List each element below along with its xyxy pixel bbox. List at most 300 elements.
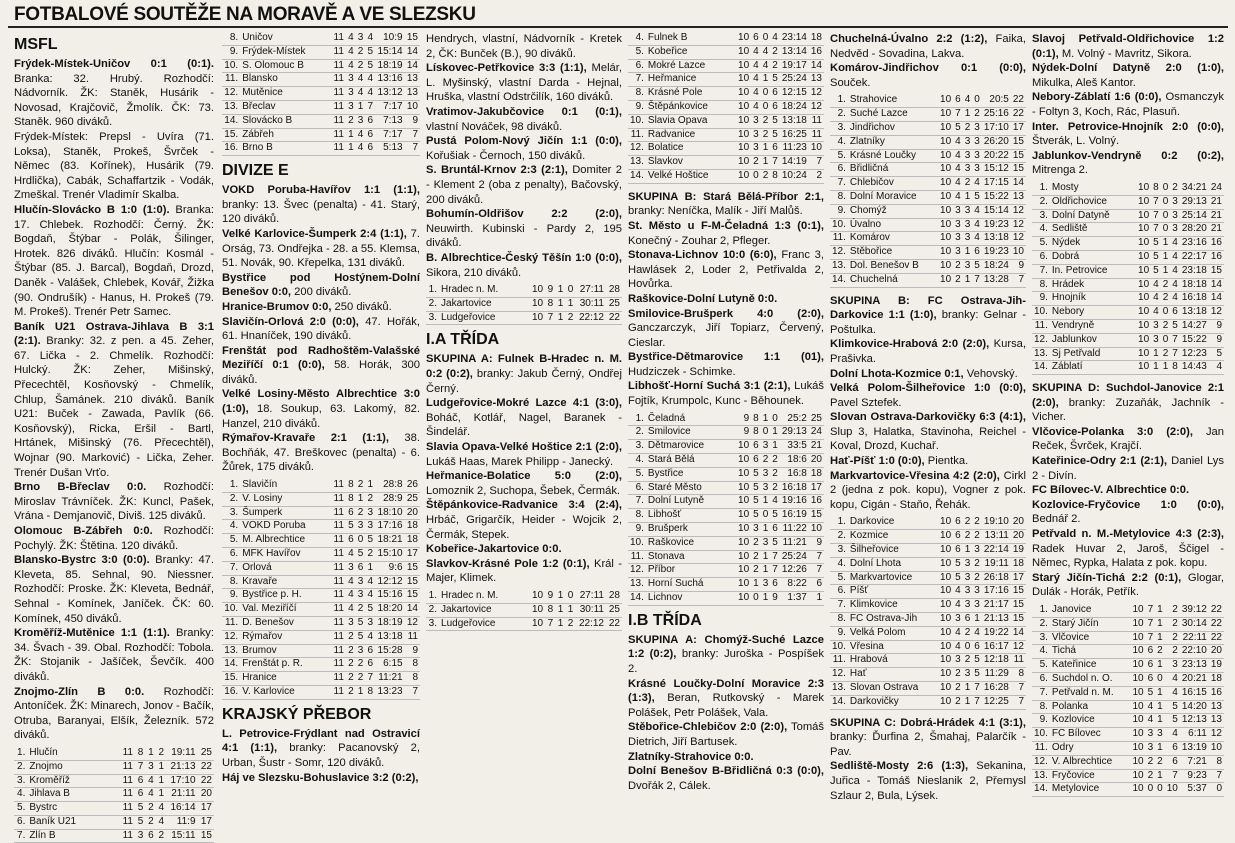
table-cell: 18:19 [375, 59, 405, 73]
standings-table-ib-c [1032, 182, 1224, 375]
match-report: Dolní Lhota-Kozmice 0:1, Vehovský. [830, 367, 1018, 380]
team-name: Zlatníky [848, 135, 938, 149]
match-report: Brno B-Břeclav 0:0. Rozhodčí: Miroslav Trávníček. ŽK: Kuncl, Pašek, Vrána - Demjanovič, Diviš. 125 diváků. [14, 481, 214, 523]
table-cell: 10 [736, 169, 751, 183]
match-reports [628, 190, 824, 409]
table-cell: 6 [972, 246, 982, 260]
table-cell: 7 [1151, 195, 1161, 209]
team-name: Stěbořice [848, 246, 938, 260]
table-row [426, 311, 622, 325]
match-report: Inter. Petrovice-Hnojník 2:0 (0:0), Štverák, L. Volný. [1032, 120, 1224, 148]
table-row [222, 87, 420, 101]
match-reports [830, 716, 1026, 804]
table-cell: 11 [119, 815, 135, 829]
table-cell: 2 [761, 114, 771, 128]
match-reports [222, 727, 420, 785]
table-cell: 39:12 [1180, 604, 1209, 617]
table-row [1032, 319, 1224, 333]
table-cell: 3 [1151, 333, 1161, 347]
table-cell: 3 [135, 829, 145, 843]
table-cell: 1 [963, 544, 973, 558]
table-cell: 1 [1155, 604, 1165, 617]
table-cell: 5:37 [1180, 783, 1209, 797]
table-cell: 3 [1170, 209, 1180, 223]
table-cell: 30:11 [575, 297, 606, 311]
table-row [830, 149, 1026, 163]
table-cell: 13:18 [375, 630, 405, 644]
table-cell: 4 [356, 73, 366, 87]
team-name: Krásné Loučky [848, 149, 938, 163]
match-report: B. Albrechtice-Český Těšín 1:0 (0:0), Sikora, 210 diváků. [426, 251, 622, 279]
table-cell: 8 [1151, 182, 1161, 195]
table-cell: 12. [628, 564, 646, 578]
table-cell: 10 [1130, 714, 1145, 728]
match-report: Slavičín-Orlová 2:0 (0:0), 47. Hořák, 61. Hnaníček, 190 diváků. [222, 315, 420, 343]
table-cell: 5 [953, 557, 963, 571]
table-cell: 10 [1130, 741, 1145, 755]
table-cell: 10 [1130, 783, 1145, 797]
table-row [426, 297, 622, 311]
match-report: Smilovice-Brušperk 4:0 (2:0), Ganczarczyk, Jiří Topiarz, Červený, Cieslar. [628, 307, 824, 349]
table-row [830, 163, 1026, 177]
table-cell: 10. [222, 59, 240, 73]
table-cell: 4 [1170, 250, 1180, 264]
table-row [1032, 278, 1224, 292]
table-cell: 18:6 [780, 454, 809, 468]
team-name: Stará Bělá [646, 454, 736, 468]
team-name: Čeladná [646, 413, 736, 426]
table-row [1032, 700, 1224, 714]
table-cell: 10 [736, 156, 751, 170]
table-cell: 0 [963, 640, 973, 654]
table-cell: 1 [356, 100, 366, 114]
table-cell: 1 [555, 590, 565, 603]
table-cell: 1 [761, 413, 771, 426]
table-cell: 21:11 [166, 788, 197, 802]
table-row [628, 481, 824, 495]
table-cell: 10 [1165, 783, 1180, 797]
table-row [426, 590, 622, 603]
table-row [628, 169, 824, 183]
table-cell: 4. [14, 788, 27, 802]
table-cell: 10 [736, 481, 751, 495]
table-cell: 15 [1011, 163, 1026, 177]
table-cell: 7. [628, 73, 646, 87]
table-row [1032, 714, 1224, 728]
table-cell: 10. [830, 640, 848, 654]
table-cell: 16 [809, 45, 824, 59]
table-cell: 1 [1155, 714, 1165, 728]
match-report: Bohumín-Oldřišov 2:2 (2:0), Neuwirth. Kubinski - Pardy 2, 195 diváků. [426, 208, 622, 250]
table-cell: 6. [830, 585, 848, 599]
table-row [1032, 617, 1224, 631]
table-cell: 10 [938, 273, 953, 287]
table-cell: 0 [1161, 333, 1171, 347]
team-name: Velké Hoštice [646, 169, 736, 183]
table-cell: 5. [14, 802, 27, 816]
table-cell: 1 [770, 440, 780, 454]
team-name: V. Karlovice [240, 686, 331, 700]
table-cell: 6 [770, 87, 780, 101]
table-row [14, 747, 214, 760]
table-row [628, 59, 824, 73]
table-row [628, 45, 824, 59]
team-name: Píšť [848, 585, 938, 599]
match-report: Dolní Benešov B-Břidličná 0:3 (0:0), Dvořák 2, Cálek. [628, 765, 824, 792]
table-cell: 5:13 [375, 142, 405, 156]
table-cell: 19 [1011, 544, 1026, 558]
table-cell: 13. [628, 578, 646, 592]
table-cell: 2 [1155, 645, 1165, 659]
table-cell: 25:24 [780, 550, 809, 564]
table-cell: 14 [405, 45, 420, 59]
table-cell: 12 [1209, 306, 1224, 320]
match-reports [830, 294, 1026, 513]
table-cell: 7 [1151, 223, 1161, 237]
table-cell: 6 [972, 640, 982, 654]
table-cell: 21 [1209, 209, 1224, 223]
table-cell: 17:10 [982, 121, 1011, 135]
table-cell: 5 [1209, 347, 1224, 361]
table-cell: 6 [953, 516, 963, 529]
table-cell: 2 [1165, 631, 1180, 645]
column-ia-b [628, 32, 824, 816]
table-cell: 20 [405, 506, 420, 520]
table-cell: 6 [1165, 741, 1180, 755]
table-cell: 4 [145, 774, 155, 788]
table-cell: 10 [736, 454, 751, 468]
table-cell: 16:18 [1180, 292, 1209, 306]
table-cell: 6. [628, 481, 646, 495]
table-cell: 11 [331, 686, 346, 700]
team-name: Raškovice [646, 536, 736, 550]
table-cell: 10. [830, 218, 848, 232]
match-report: Pustá Polom-Nový Jičín 1:1 (0:0), Kořušiak - Černoch, 150 diváků. [426, 135, 622, 162]
table-cell: 3. [830, 121, 848, 135]
table-cell: 6 [770, 142, 780, 156]
team-name: Mokré Lazce [646, 59, 736, 73]
table-cell: 2 [953, 695, 963, 709]
table-cell: 3 [963, 149, 973, 163]
table-cell: 3 [953, 654, 963, 668]
table-cell: 19 [1209, 659, 1224, 673]
table-cell: 7 [770, 550, 780, 564]
team-name: Hrádek [1050, 278, 1136, 292]
table-cell: 3 [953, 218, 963, 232]
table-cell: 10 [736, 100, 751, 114]
table-cell: 8. [1032, 700, 1050, 714]
table-cell: 10 [529, 311, 545, 325]
table-cell: 18 [1209, 672, 1224, 686]
table-cell: 7 [1146, 604, 1156, 617]
table-cell: 9. [1032, 714, 1050, 728]
table-cell: 4 [1151, 278, 1161, 292]
table-cell: 22 [1209, 631, 1224, 645]
table-cell: 22 [1011, 108, 1026, 122]
table-cell: 9 [770, 592, 780, 606]
table-cell: 1 [1155, 631, 1165, 645]
table-cell: 6 [963, 613, 973, 627]
table-cell: 7 [405, 128, 420, 142]
match-report: SKUPINA C: Dobrá-Hrádek 4:1 (3:1), branky: Ďurfina 2, Šmahaj, Palarčík - Pav. [830, 716, 1026, 758]
table-row [830, 530, 1026, 544]
table-cell: 8. [628, 87, 646, 101]
table-cell: 14:19 [780, 156, 809, 170]
table-cell: 25 [606, 603, 622, 617]
table-cell: 8 [405, 658, 420, 672]
table-cell: 1 [1155, 686, 1165, 700]
table-cell: 13. [1032, 347, 1050, 361]
table-cell: 0 [761, 426, 771, 440]
team-name: Brumov [240, 644, 331, 658]
table-cell: 17:16 [375, 520, 405, 534]
table-cell: 2 [1155, 755, 1165, 769]
table-cell: 7 [972, 695, 982, 709]
table-cell: 1. [628, 413, 646, 426]
team-name: Jakartovice [439, 603, 529, 617]
team-name: Baník U21 [27, 815, 119, 829]
table-cell: 5. [628, 467, 646, 481]
table-cell: 3 [365, 617, 375, 631]
table-cell: 4 [145, 788, 155, 802]
table-cell: 15:14 [982, 204, 1011, 218]
table-cell: 13 [405, 73, 420, 87]
match-report: Libhošť-Horní Suchá 3:1 (2:1), Lukáš Fojtík, Krumpolc, Kunc - Běhounek. [628, 380, 824, 408]
table-cell: 1 [346, 142, 356, 156]
table-row [1032, 783, 1224, 797]
table-cell: 5 [135, 815, 145, 829]
table-row [1032, 264, 1224, 278]
table-cell: 20:5 [982, 94, 1011, 107]
table-row [830, 218, 1026, 232]
table-cell: 10 [1130, 700, 1145, 714]
table-cell: 10 [938, 682, 953, 696]
table-cell: 8. [222, 575, 240, 589]
table-cell: 3 [145, 760, 155, 774]
table-row [222, 32, 420, 45]
table-row [830, 232, 1026, 246]
team-name: Dobrá [1050, 250, 1136, 264]
table-cell: 10 [736, 32, 751, 45]
table-cell: 1 [156, 788, 166, 802]
match-report: SKUPINA A: Chomýž-Suché Lazce 1:2 (0:2), branky: Juroška - Pospíšek 2. [628, 633, 824, 676]
team-name: Úvalno [848, 218, 938, 232]
table-cell: 30:14 [1180, 617, 1209, 631]
table-cell: 13:18 [1180, 306, 1209, 320]
table-cell: 15:11 [166, 829, 197, 843]
match-report: Hať-Píšť 1:0 (0:0), Pientka. [830, 455, 969, 468]
table-cell: 6 [365, 128, 375, 142]
table-cell: 7 [545, 617, 555, 631]
table-cell: 4 [1170, 278, 1180, 292]
table-cell: 2 [1146, 769, 1156, 783]
table-row [628, 32, 824, 45]
table-cell: 2 [972, 516, 982, 529]
table-cell: 1 [963, 190, 973, 204]
table-cell: 6. [1032, 250, 1050, 264]
table-cell: 2 [761, 169, 771, 183]
table-cell: 3 [346, 100, 356, 114]
table-cell: 11 [331, 73, 346, 87]
team-name: Markvartovice [848, 571, 938, 585]
table-cell: 8 [751, 413, 761, 426]
table-cell: 16. [222, 686, 240, 700]
table-cell: 15 [405, 589, 420, 603]
table-cell: 15:16 [375, 589, 405, 603]
table-cell: 1 [761, 592, 771, 606]
table-cell: 11 [119, 788, 135, 802]
match-report: SKUPINA B: FC Ostrava-Jih-Darkovice 1:1 (1:0), branky: Gelnar - Poštulka. [830, 294, 1026, 336]
table-cell: 6 [1146, 672, 1156, 686]
match-report: Vlčovice-Polanka 3:0 (2:0), Jan Reček, Švrček, Krajčí. [1032, 425, 1224, 453]
table-cell: 4 [770, 495, 780, 509]
table-cell: 2. [628, 426, 646, 440]
table-cell: 15 [198, 829, 214, 843]
table-cell: 11. [222, 73, 240, 87]
table-cell: 4 [953, 190, 963, 204]
team-name: Krásné Pole [646, 87, 736, 101]
table-cell: 10 [938, 204, 953, 218]
table-row [1032, 361, 1224, 375]
team-name: Chlebičov [848, 177, 938, 191]
team-name: Slovan Ostrava [848, 682, 938, 696]
table-cell: 1 [761, 495, 771, 509]
table-cell: 9. [830, 626, 848, 640]
table-cell: 15:12 [982, 163, 1011, 177]
match-report: Frýdek-Místek-Uničov 0:1 (0:1). Branka: 32. Hrubý. Rozhodčí: Nádvorník. ŽK: Staněk, Husárik - Novosad, Krajčovič, Žmolík. ČK: 73. Staněk. 960 diváků. [14, 58, 214, 129]
team-name: Jindřichov [848, 121, 938, 135]
table-cell: 0 [1161, 223, 1171, 237]
table-cell: 4 [751, 73, 761, 87]
table-cell: 2 [156, 747, 166, 760]
table-cell: 3 [751, 523, 761, 537]
team-name: MFK Havířov [240, 548, 331, 562]
table-cell: 7 [365, 672, 375, 686]
match-report: Hranice-Brumov 0:0, 250 diváků. [222, 300, 392, 313]
table-cell: 10 [938, 613, 953, 627]
table-cell: 6. [14, 815, 27, 829]
table-cell: 18:20 [375, 603, 405, 617]
team-name: Petřvald n. M. [1050, 686, 1131, 700]
table-cell: 2. [1032, 195, 1050, 209]
table-cell: 2 [972, 571, 982, 585]
table-cell: 4 [953, 599, 963, 613]
table-cell: 10 [529, 284, 545, 297]
table-cell: 9. [628, 523, 646, 537]
table-row [222, 479, 420, 492]
table-cell: 9. [628, 100, 646, 114]
table-cell: 6 [751, 454, 761, 468]
table-cell: 3 [1170, 195, 1180, 209]
table-cell: 5 [356, 548, 366, 562]
team-name: Fryčovice [1050, 769, 1131, 783]
table-cell: 2 [963, 121, 973, 135]
table-cell: 0 [751, 169, 761, 183]
team-name: Bystřice [646, 467, 736, 481]
table-cell: 5. [222, 534, 240, 548]
table-cell: 11 [331, 114, 346, 128]
table-cell: 2 [953, 668, 963, 682]
match-report: Baník U21 Ostrava-Jihlava B 3:1 (2:1). Branky: 32. z pen. a 45. Zeher, 67. Lička - 2. Chmelík. Rozhodčí: Hulcký. ŽK: Zeher, Mišinský, Přecechtěl, Kosňovský - Chmelík, Chlup, Šamánek. 210 diváků. Baník U21: Buček - Zawada, Pavlík (66. Kosňovský), Ricka, Eršil - Bartl, Hrtánek, Mišinský (76. Přecechtěl), Wojnar (90. Marković) - Lička, Zeher. Trenér Dušan Vrťo. [14, 320, 214, 479]
table-cell: 1 [761, 564, 771, 578]
team-name: Hradec n. M. [439, 590, 529, 603]
match-report: Slavoj Petřvald-Oldřichovice 1:2 (0:1), M. Volný - Mavritz, Sikora. [1032, 33, 1224, 60]
table-row [222, 630, 420, 644]
table-cell: 10 [529, 590, 545, 603]
team-name: In. Petrovice [1050, 264, 1136, 278]
table-cell: 4 [346, 59, 356, 73]
table-cell: 11:9 [166, 815, 197, 829]
table-cell: 14:20 [1180, 700, 1209, 714]
table-cell: 11 [331, 520, 346, 534]
table-cell: 7 [953, 108, 963, 122]
table-cell: 2. [426, 297, 439, 311]
table-cell: 10 [1130, 659, 1145, 673]
table-cell: 24 [1209, 182, 1224, 195]
table-cell: 29:13 [1180, 195, 1209, 209]
team-name: Hať [848, 668, 938, 682]
team-name: Slavkov [646, 156, 736, 170]
table-cell: 7 [135, 760, 145, 774]
table-cell: 10 [1136, 264, 1151, 278]
table-cell: 10 [736, 592, 751, 606]
team-name: Ludgeřovice [439, 617, 529, 631]
table-cell: 12 [405, 617, 420, 631]
table-cell: 13:12 [375, 87, 405, 101]
table-cell: 12. [830, 668, 848, 682]
table-cell: 11 [331, 603, 346, 617]
table-cell: 22 [1209, 604, 1224, 617]
table-cell: 13 [809, 73, 824, 87]
table-row [830, 177, 1026, 191]
table-cell: 16. [222, 142, 240, 156]
table-cell: 6 [751, 440, 761, 454]
table-cell: 11 [331, 479, 346, 492]
table-cell: 0 [565, 590, 575, 603]
match-report: Velké Losiny-Město Albrechtice 3:0 (1:0), 18. Soukup, 63. Lakomý, 82. Hanzel, 210 diváků. [222, 388, 420, 430]
table-cell: 9 [1209, 333, 1224, 347]
table-cell: 1. [426, 284, 439, 297]
team-name: Brno B [240, 142, 331, 156]
team-name: Břidličná [848, 163, 938, 177]
table-cell: 10 [938, 640, 953, 654]
table-row [1032, 306, 1224, 320]
team-name: Nebory [1050, 306, 1136, 320]
table-cell: 10 [1130, 617, 1145, 631]
table-cell: 5 [365, 45, 375, 59]
team-name: D. Benešov [240, 617, 331, 631]
table-row [1032, 686, 1224, 700]
table-cell: 12:13 [1180, 714, 1209, 728]
table-cell: 4. [628, 32, 646, 45]
table-cell: 11 [809, 128, 824, 142]
table-cell: 23:13 [1180, 659, 1209, 673]
table-cell: 4 [1170, 264, 1180, 278]
team-name: Horní Suchá [646, 578, 736, 592]
table-cell: 2 [963, 626, 973, 640]
table-cell: 10 [938, 177, 953, 191]
table-row [628, 100, 824, 114]
table-cell: 26 [405, 479, 420, 492]
table-cell: 7. [14, 829, 27, 843]
table-cell: 10 [1130, 755, 1145, 769]
table-cell: 13:28 [982, 273, 1011, 287]
table-cell: 1. [426, 590, 439, 603]
table-row [222, 658, 420, 672]
table-cell: 4 [972, 204, 982, 218]
team-name: Velká Polom [848, 626, 938, 640]
table-cell: 1:37 [780, 592, 809, 606]
